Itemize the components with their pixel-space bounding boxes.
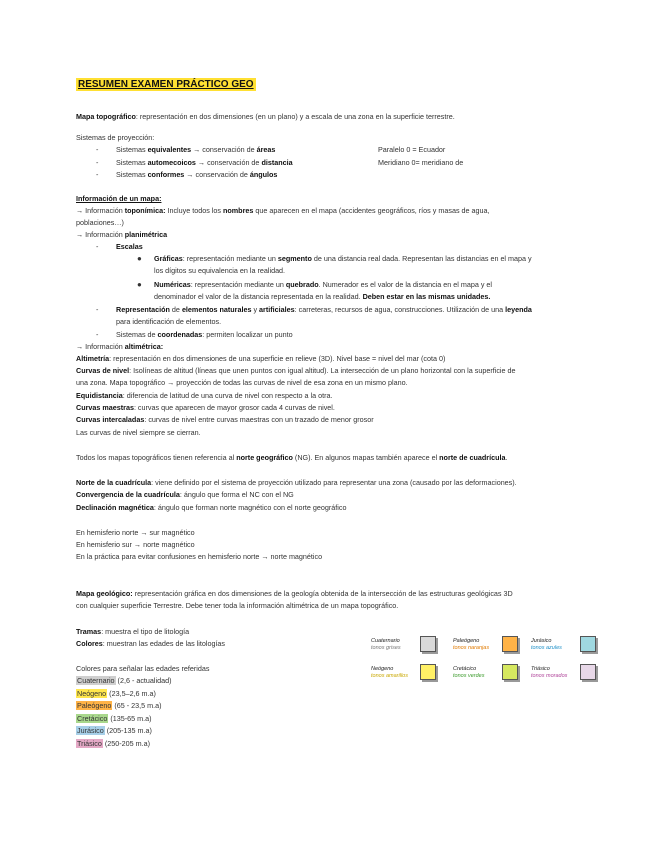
edad-item <box>76 675 172 687</box>
edad-name: Neógeno <box>77 688 107 698</box>
declinacion-line: Declinación magnética: ángulo que forman norte magnético con el norte geográfico <box>76 503 347 512</box>
equidistancia-line: Equidistancia: diferencia de latitud de una curva de nivel con respecto a la otra. <box>76 391 333 400</box>
tramas-line: Tramas: muestra el tipo de litología <box>76 627 190 636</box>
legend-item <box>450 634 526 658</box>
page-title: RESUMEN EXAMEN PRÁCTICO GEO <box>78 79 254 90</box>
coordenadas-line: Sistemas de coordenadas: permiten localizar un punto <box>116 330 293 339</box>
curvas-nivel-line: Curvas de nivel: Isolíneas de altitud (líneas que unen puntos con igual altitud). La intersección de un plano horizontal con la superficie de <box>76 366 516 375</box>
legend-swatch <box>420 664 436 680</box>
edad-range: (250-205 m.a) <box>102 738 151 748</box>
edad-range: (65 - 23,5 m.a) <box>112 701 162 710</box>
dash-bullet: - <box>96 305 99 314</box>
legend-item <box>528 662 604 686</box>
paralelo-note: Paralelo 0 = Ecuador <box>378 145 446 154</box>
hemisferio-norte-line: En hemisferio norte → sur magnético <box>76 528 195 537</box>
edad-name: Cretácico <box>77 713 108 723</box>
edad-range: (23,5–2,6 m.a) <box>107 688 156 698</box>
legend-subtitle: tonos morados <box>531 673 568 679</box>
practica-line: En la práctica para evitar confusiones en hemisferio norte → norte magnético <box>76 552 323 561</box>
legend-name: Jurásico <box>531 638 552 644</box>
info-toponimica: → Información toponímica: Incluye todos los nombres que aparecen en el mapa (accidentes geográficos, ríos y masas de agua, <box>76 206 490 215</box>
sistema-item: Sistemas automecoicos → conservación de distancia <box>116 158 293 167</box>
legend-item <box>368 662 444 686</box>
legend-subtitle: tonos verdes <box>453 673 485 679</box>
bullet-dot: ● <box>137 254 142 263</box>
legend-name: Paleógeno <box>453 638 480 644</box>
legend-subtitle: tonos naranjas <box>453 645 490 651</box>
legend-swatch <box>502 636 518 652</box>
mapa-topografico-line <box>76 111 455 123</box>
norte-cuadricula-line: Norte de la cuadrícula: viene definido por el sistema de proyección utilizado para representar una zona (causado por las deformaciones). <box>76 478 517 487</box>
hemisferio-sur-line: En hemisferio sur → norte magnético <box>76 540 195 549</box>
graficas-line: Gráficas: representación mediante un segmento de una distancia real dada. Representan las distancias en el mapa y <box>154 254 532 263</box>
convergencia-line: Convergencia de la cuadrícula: ángulo que forma el NC con el NG <box>76 490 294 499</box>
legend-swatch <box>502 664 518 680</box>
legend-name: Cuaternario <box>371 638 400 644</box>
edad-name: Cuaternario <box>77 676 115 685</box>
edad-name: Triásico <box>77 738 102 748</box>
definition: : representación en dos dimensiones (en un plano) y a escala de una zona en la superficie terrestre. <box>135 112 455 121</box>
edad-name: Jurásico <box>77 726 104 735</box>
curvas-cerradas-line: Las curvas de nivel siempre se cierran. <box>76 428 201 437</box>
sistema-item: Sistemas conformes → conservación de ángulos <box>116 170 278 179</box>
numericas-line: Numéricas: representación mediante un quebrado. Numerador es el valor de la distancia en el mapa y el <box>154 280 493 289</box>
edad-name: Paleógeno <box>77 701 112 710</box>
dash-bullet: - <box>96 170 99 179</box>
escalas-label: Escalas <box>116 242 143 251</box>
geologic-color-legend <box>368 630 603 684</box>
representacion-cont: para identificación de elementos. <box>116 317 222 326</box>
dash-bullet: - <box>96 158 99 167</box>
legend-subtitle: tonos amarillos <box>371 673 408 679</box>
legend-item <box>450 662 526 686</box>
info-toponimica-cont: poblaciones…) <box>76 218 124 227</box>
edad-range: (2,6 - actualidad) <box>115 676 172 685</box>
legend-subtitle: tonos azules <box>531 645 562 651</box>
legend-name: Triásico <box>531 666 550 672</box>
term: Mapa topográfico <box>76 112 136 121</box>
colores-line: Colores: muestran las edades de las litologías <box>76 639 226 648</box>
altimetria-line: Altimetría: representación en dos dimensiones de una superficie en relieve (3D). Nivel base = nivel del mar (cota 0) <box>76 354 446 363</box>
legend-swatch <box>420 636 436 652</box>
legend-item <box>368 634 444 658</box>
edad-item <box>76 713 152 725</box>
dash-bullet: - <box>96 330 99 339</box>
edad-item <box>76 688 156 700</box>
numericas-cont: denominador el valor de la distancia representada en la realidad. Deben estar en las mismas unidades. <box>154 292 491 301</box>
legend-item <box>528 634 604 658</box>
info-planimetrica: → Información planimétrica <box>76 230 168 239</box>
legend-subtitle: tonos grises <box>371 645 401 651</box>
bullet-dot: ● <box>137 280 142 289</box>
graficas-cont: los dígitos su equivalencia en la realidad. <box>154 266 286 275</box>
sistemas-heading: Sistemas de proyección: <box>76 133 155 142</box>
edades-heading: Colores para señalar las edades referidas <box>76 664 210 673</box>
curvas-nivel-cont: una zona. Mapa topográfico → proyección de todas las curvas de nivel de esa zona en un mismo plano. <box>76 378 408 387</box>
meridiano-note: Meridiano 0= meridiano de <box>378 158 464 167</box>
norte-intro-line: Todos los mapas topográficos tienen referencia al norte geográfico (NG). En algunos mapas también aparece el norte de cuadrícula. <box>76 453 508 462</box>
edad-item <box>76 700 162 712</box>
edad-item <box>76 725 152 737</box>
edad-item <box>76 738 150 750</box>
legend-name: Neógeno <box>371 666 394 672</box>
curvas-maestras-line: Curvas maestras: curvas que aparecen de mayor grosor cada 4 curvas de nivel. <box>76 403 335 412</box>
mapa-geologico-cont: con cualquier superficie Terrestre. Debe tener toda la información altimétrica de un mapa topográfico. <box>76 601 399 610</box>
dash-bullet: - <box>96 242 99 251</box>
curvas-intercaladas-line: Curvas intercaladas: curvas de nivel entre curvas maestras con un trazado de menor grosor <box>76 415 374 424</box>
legend-swatch <box>580 636 596 652</box>
mapa-geologico-line: Mapa geológico: representación gráfica en dos dimensiones de la geología obtenida de la intersección de las estructuras geológicas 3D <box>76 589 513 598</box>
info-heading: Información de un mapa: <box>76 194 162 203</box>
legend-swatch <box>580 664 596 680</box>
edad-range: (135-65 m.a) <box>108 713 152 723</box>
sistema-item: Sistemas equivalentes → conservación de áreas <box>116 145 276 154</box>
representacion-line: Representación de elementos naturales y artificiales: carreteras, recursos de agua, construcciones. Utilización de una leyenda <box>116 305 532 314</box>
info-altimetrica: → Información altimétrica: <box>76 342 164 351</box>
legend-name: Cretácico <box>453 666 477 672</box>
dash-bullet: - <box>96 145 99 154</box>
edad-range: (205-135 m.a) <box>104 726 152 735</box>
